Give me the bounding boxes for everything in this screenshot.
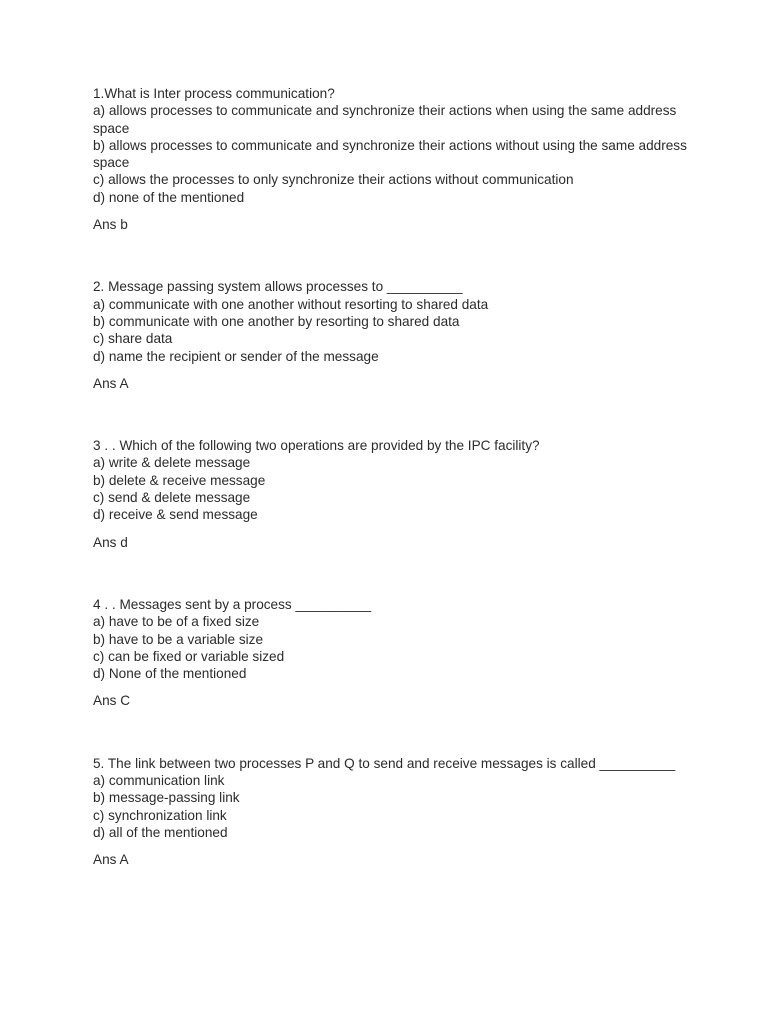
- answer-text: Ans b: [93, 217, 128, 233]
- option-b: b) have to be a variable size: [93, 631, 264, 647]
- option-b: b) allows processes to communicate and synchronize their actions without using the same address space: [93, 137, 687, 171]
- answer-text: Ans A: [93, 852, 129, 868]
- option-d: d) all of the mentioned: [93, 824, 228, 840]
- option-b: b) communicate with one another by resorting to shared data: [93, 313, 460, 329]
- option-d: d) none of the mentioned: [93, 189, 245, 205]
- option-c: c) share data: [93, 331, 173, 347]
- quiz-content: [93, 85, 693, 869]
- option-d: d) name the recipient or sender of the message: [93, 348, 379, 364]
- option-c: c) can be fixed or variable sized: [93, 648, 285, 664]
- option-c: c) send & delete message: [93, 490, 251, 506]
- question-text: 1.What is Inter process communication?: [93, 86, 335, 101]
- option-c: c) allows the processes to only synchronize their actions without communication: [93, 172, 574, 188]
- question-block-2: [93, 278, 693, 392]
- option-a: a) write & delete message: [93, 455, 251, 471]
- option-c: c) synchronization link: [93, 807, 227, 823]
- question-text: 5. The link between two processes P and Q to send and receive messages is called __________: [93, 755, 676, 771]
- question-block-5: [93, 755, 693, 869]
- question-text: 4 . . Messages sent by a process __________: [93, 596, 372, 612]
- option-a: a) communicate with one another without resorting to shared data: [93, 296, 489, 312]
- option-b: b) message-passing link: [93, 790, 240, 806]
- answer-text: Ans C: [93, 693, 131, 709]
- option-a: a) allows processes to communicate and synchronize their actions when using the same address space: [93, 103, 677, 136]
- question-block-3: [93, 437, 693, 551]
- answer-text: Ans d: [93, 534, 128, 550]
- option-a: a) communication link: [93, 773, 225, 789]
- question-text: 2. Message passing system allows processes to __________: [93, 279, 463, 295]
- option-b: b) delete & receive message: [93, 472, 266, 488]
- option-d: d) receive & send message: [93, 507, 258, 523]
- question-block-1: [93, 85, 693, 233]
- option-d: d) None of the mentioned: [93, 666, 247, 682]
- question-block-4: [93, 596, 693, 710]
- answer-text: Ans A: [93, 375, 129, 391]
- option-a: a) have to be of a fixed size: [93, 614, 260, 630]
- question-text: 3 . . Which of the following two operations are provided by the IPC facility?: [93, 438, 540, 454]
